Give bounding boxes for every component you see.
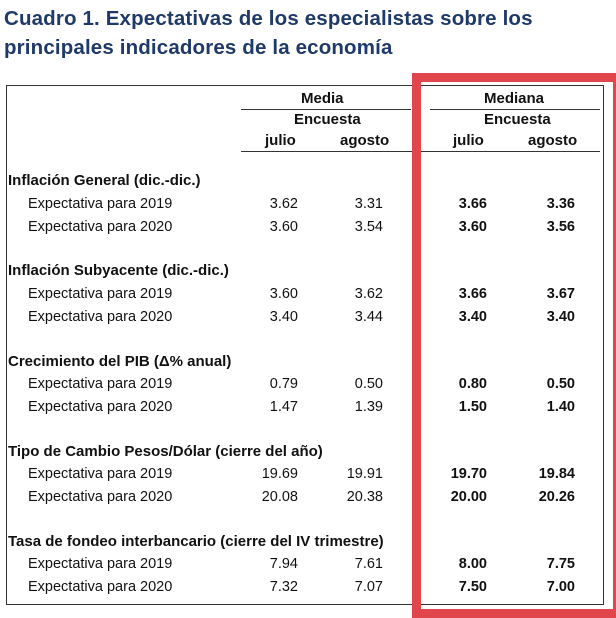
cell-mediana-agosto: 1.40 bbox=[546, 399, 575, 415]
cell-media-julio: 3.60 bbox=[269, 286, 298, 302]
title-line-1: Cuadro 1. Expectativas de los especialistas sobre los bbox=[4, 7, 533, 30]
cell-media-julio: 7.32 bbox=[269, 579, 298, 595]
header-bottom-rule bbox=[241, 151, 600, 152]
cell-mediana-agosto: 0.50 bbox=[546, 376, 575, 392]
row-label: Expectativa para 2020 bbox=[28, 219, 173, 235]
category-inflacion-subyacente: Inflación Subyacente (dic.-dic.) bbox=[8, 262, 229, 279]
cell-media-julio: 0.79 bbox=[269, 376, 298, 392]
cell-mediana-julio: 19.70 bbox=[450, 466, 487, 482]
row-label: Expectativa para 2020 bbox=[28, 489, 173, 505]
cell-mediana-agosto: 3.36 bbox=[546, 196, 575, 212]
cell-media-agosto: 3.44 bbox=[354, 309, 383, 325]
row-label: Expectativa para 2019 bbox=[28, 466, 173, 482]
cell-media-julio: 1.47 bbox=[269, 399, 298, 415]
cell-media-julio: 3.62 bbox=[269, 196, 298, 212]
cell-mediana-agosto: 3.56 bbox=[546, 219, 575, 235]
row-label: Expectativa para 2019 bbox=[28, 376, 173, 392]
category-crecimiento-pib: Crecimiento del PIB (Δ% anual) bbox=[8, 353, 232, 370]
cell-media-agosto: 3.62 bbox=[354, 286, 383, 302]
header-agosto-media: agosto bbox=[340, 132, 390, 149]
cell-media-agosto: 7.61 bbox=[354, 556, 383, 572]
cell-mediana-julio: 1.50 bbox=[458, 399, 487, 415]
cell-media-agosto: 19.91 bbox=[346, 466, 383, 482]
cell-mediana-julio: 3.66 bbox=[458, 196, 487, 212]
header-julio-media: julio bbox=[265, 132, 296, 149]
row-label: Expectativa para 2020 bbox=[28, 399, 173, 415]
cell-mediana-agosto: 7.00 bbox=[546, 579, 575, 595]
header-mediana-underline bbox=[430, 109, 600, 110]
row-label: Expectativa para 2019 bbox=[28, 556, 173, 572]
cell-media-agosto: 3.31 bbox=[354, 196, 383, 212]
header-encuesta-media: Encuesta bbox=[294, 111, 361, 128]
cell-media-agosto: 7.07 bbox=[354, 579, 383, 595]
cell-media-agosto: 3.54 bbox=[354, 219, 383, 235]
cell-media-agosto: 0.50 bbox=[354, 376, 383, 392]
cell-mediana-julio: 0.80 bbox=[458, 376, 487, 392]
cell-mediana-julio: 8.00 bbox=[458, 556, 487, 572]
header-mediana: Mediana bbox=[484, 90, 545, 107]
header-julio-mediana: julio bbox=[453, 132, 484, 149]
document-title bbox=[4, 4, 610, 62]
cell-media-agosto: 20.38 bbox=[346, 489, 383, 505]
cell-media-julio: 19.69 bbox=[261, 466, 298, 482]
header-encuesta-mediana: Encuesta bbox=[484, 111, 551, 128]
cell-media-agosto: 1.39 bbox=[354, 399, 383, 415]
header-media: Media bbox=[301, 90, 344, 107]
header-media-underline bbox=[241, 109, 411, 110]
row-label: Expectativa para 2020 bbox=[28, 309, 173, 325]
header-agosto-mediana: agosto bbox=[528, 132, 578, 149]
cell-mediana-julio: 3.60 bbox=[458, 219, 487, 235]
cell-media-julio: 7.94 bbox=[269, 556, 298, 572]
cell-media-julio: 20.08 bbox=[261, 489, 298, 505]
cell-mediana-agosto: 7.75 bbox=[546, 556, 575, 572]
row-label: Expectativa para 2019 bbox=[28, 286, 173, 302]
category-inflacion-general: Inflación General (dic.-dic.) bbox=[8, 172, 201, 189]
cell-mediana-agosto: 20.26 bbox=[538, 489, 575, 505]
cell-media-julio: 3.40 bbox=[269, 309, 298, 325]
cell-media-julio: 3.60 bbox=[269, 219, 298, 235]
row-label: Expectativa para 2020 bbox=[28, 579, 173, 595]
category-tipo-de-cambio: Tipo de Cambio Pesos/Dólar (cierre del año) bbox=[8, 443, 323, 460]
cell-mediana-agosto: 3.40 bbox=[546, 309, 575, 325]
cell-mediana-julio: 3.66 bbox=[458, 286, 487, 302]
cell-mediana-julio: 3.40 bbox=[458, 309, 487, 325]
cell-mediana-julio: 20.00 bbox=[450, 489, 487, 505]
row-label: Expectativa para 2019 bbox=[28, 196, 173, 212]
category-tasa-de-fondeo: Tasa de fondeo interbancario (cierre del IV trimestre) bbox=[8, 533, 384, 550]
cell-mediana-agosto: 3.67 bbox=[546, 286, 575, 302]
indicators-table bbox=[6, 85, 604, 605]
cell-mediana-julio: 7.50 bbox=[458, 579, 487, 595]
title-line-2: principales indicadores de la economía bbox=[4, 36, 393, 59]
cell-mediana-agosto: 19.84 bbox=[538, 466, 575, 482]
